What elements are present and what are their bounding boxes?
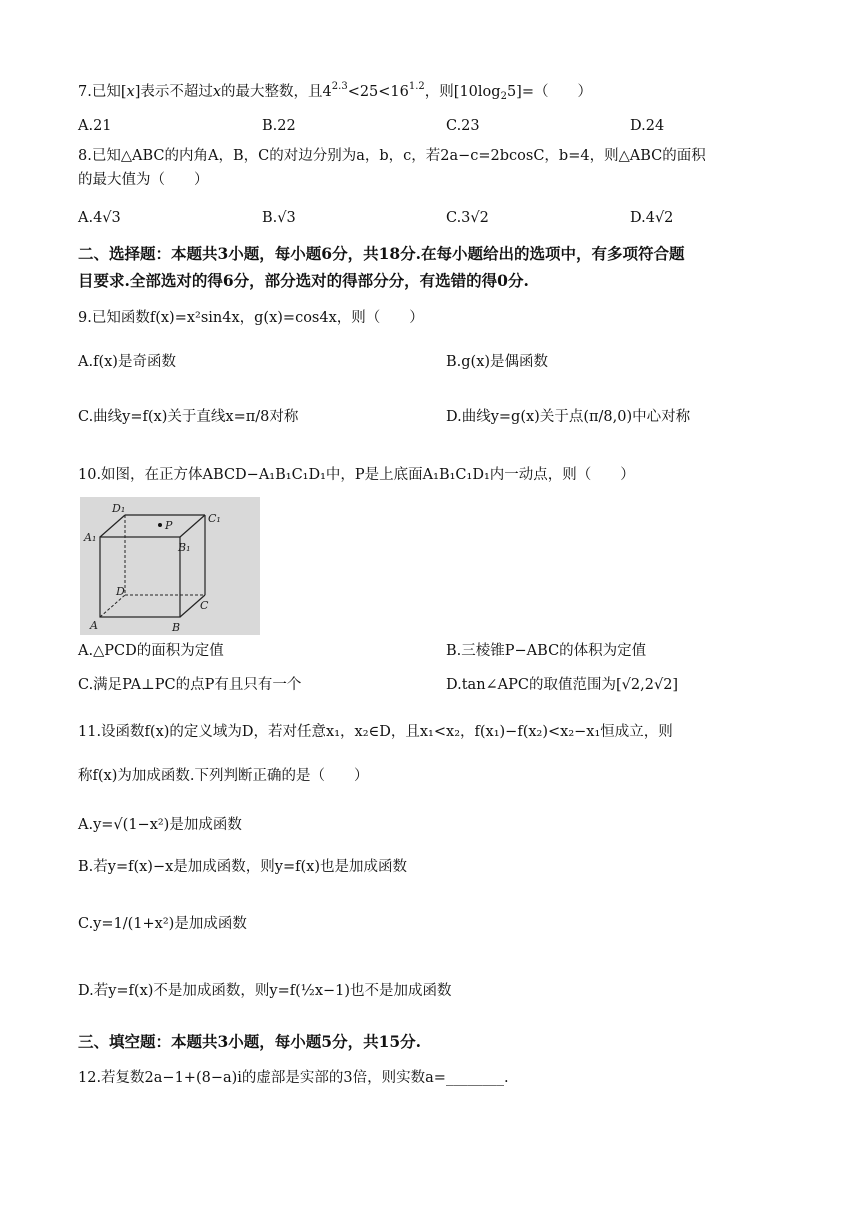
label-a1: A₁ [84, 531, 97, 544]
q7-stem: 7.已知[x]表示不超过x的最大整数，且$4^{2.3}<25<16^{1.2}$，则$[10\log_25]=$（ ） [78, 81, 592, 102]
section3-heading: 三、填空题：本题共3小题，每小题5分，共15分. [78, 1032, 422, 1051]
q7-option-b: B.22 [262, 118, 296, 134]
section2-heading-line-2: 目要求.全部选对的得6分，部分选对的得部分分，有选错的得0分. [78, 271, 529, 290]
q11-option-c: C.y=1/(1+x²)是加成函数 [78, 916, 247, 932]
q8-option-c: C.3√2 [446, 210, 489, 226]
label-d1: D₁ [112, 502, 126, 515]
q11-option-a: A.y=√(1−x²)是加成函数 [78, 817, 242, 833]
q10-option-d: D.tan∠APC的取值范围为[√2,2√2] [446, 677, 679, 693]
q9-option-b: B.g(x)是偶函数 [446, 354, 549, 370]
label-d: D [116, 585, 125, 598]
point-p [158, 523, 162, 527]
q10-option-c: C.满足PA⊥PC的点P有且只有一个 [78, 677, 302, 693]
q10-option-a: A.△PCD的面积为定值 [78, 643, 224, 659]
q8-option-a: A.4√3 [78, 210, 121, 226]
cube-diagram [80, 497, 260, 635]
label-b1: B₁ [178, 541, 191, 554]
q8-option-d: D.4√2 [630, 210, 674, 226]
q10-option-b: B.三棱锥P−ABC的体积为定值 [446, 643, 647, 659]
q11-stem-line-1: 11.设函数f(x)的定义域为D，若对任意x₁，x₂∈D，且x₁<x₂，f(x₁)−f(x₂)<x₂−x₁恒成立，则 [78, 724, 673, 740]
label-b: B [172, 621, 181, 634]
section2-heading-line-1: 二、选择题：本题共3小题，每小题6分，共18分.在每小题给出的选项中，有多项符合题 [78, 244, 685, 263]
label-c: C [200, 599, 209, 612]
label-p: P [165, 519, 173, 532]
q10-stem: 10.如图，在正方体ABCD−A₁B₁C₁D₁中，P是上底面A₁B₁C₁D₁内一动点，则（ ） [78, 467, 635, 483]
cube-figure [80, 497, 260, 635]
label-a: A [90, 619, 98, 632]
q11-option-d: D.若y=f(x)不是加成函数，则y=f(½x−1)也不是加成函数 [78, 983, 452, 999]
q8-option-b: B.√3 [262, 210, 296, 226]
q8-stem-line-1: 8.已知△ABC的内角A，B，C的对边分别为a，b，c，若2a−c=2bcosC，b=4，则△ABC的面积 [78, 148, 706, 164]
q7-option-d: D.24 [630, 118, 665, 134]
q9-stem: 9.已知函数f(x)=x²sin4x，g(x)=cos4x，则（ ） [78, 310, 424, 326]
q11-stem-line-2: 称f(x)为加成函数.下列判断正确的是（ ） [78, 768, 369, 784]
q11-option-b: B.若y=f(x)−x是加成函数，则y=f(x)也是加成函数 [78, 859, 407, 875]
label-c1: C₁ [208, 512, 221, 525]
q7-option-a: A.21 [78, 118, 112, 134]
q9-option-d: D.曲线y=g(x)关于点(π/8,0)中心对称 [446, 409, 691, 425]
q12-stem: 12.若复数2a−1+(8−a)i的虚部是实部的3倍，则实数a=________. [78, 1070, 509, 1086]
q7-option-c: C.23 [446, 118, 480, 134]
q8-stem-line-2: 的最大值为（ ） [78, 172, 209, 188]
q9-option-c: C.曲线y=f(x)关于直线x=π/8对称 [78, 409, 299, 425]
q9-option-a: A.f(x)是奇函数 [78, 354, 176, 370]
